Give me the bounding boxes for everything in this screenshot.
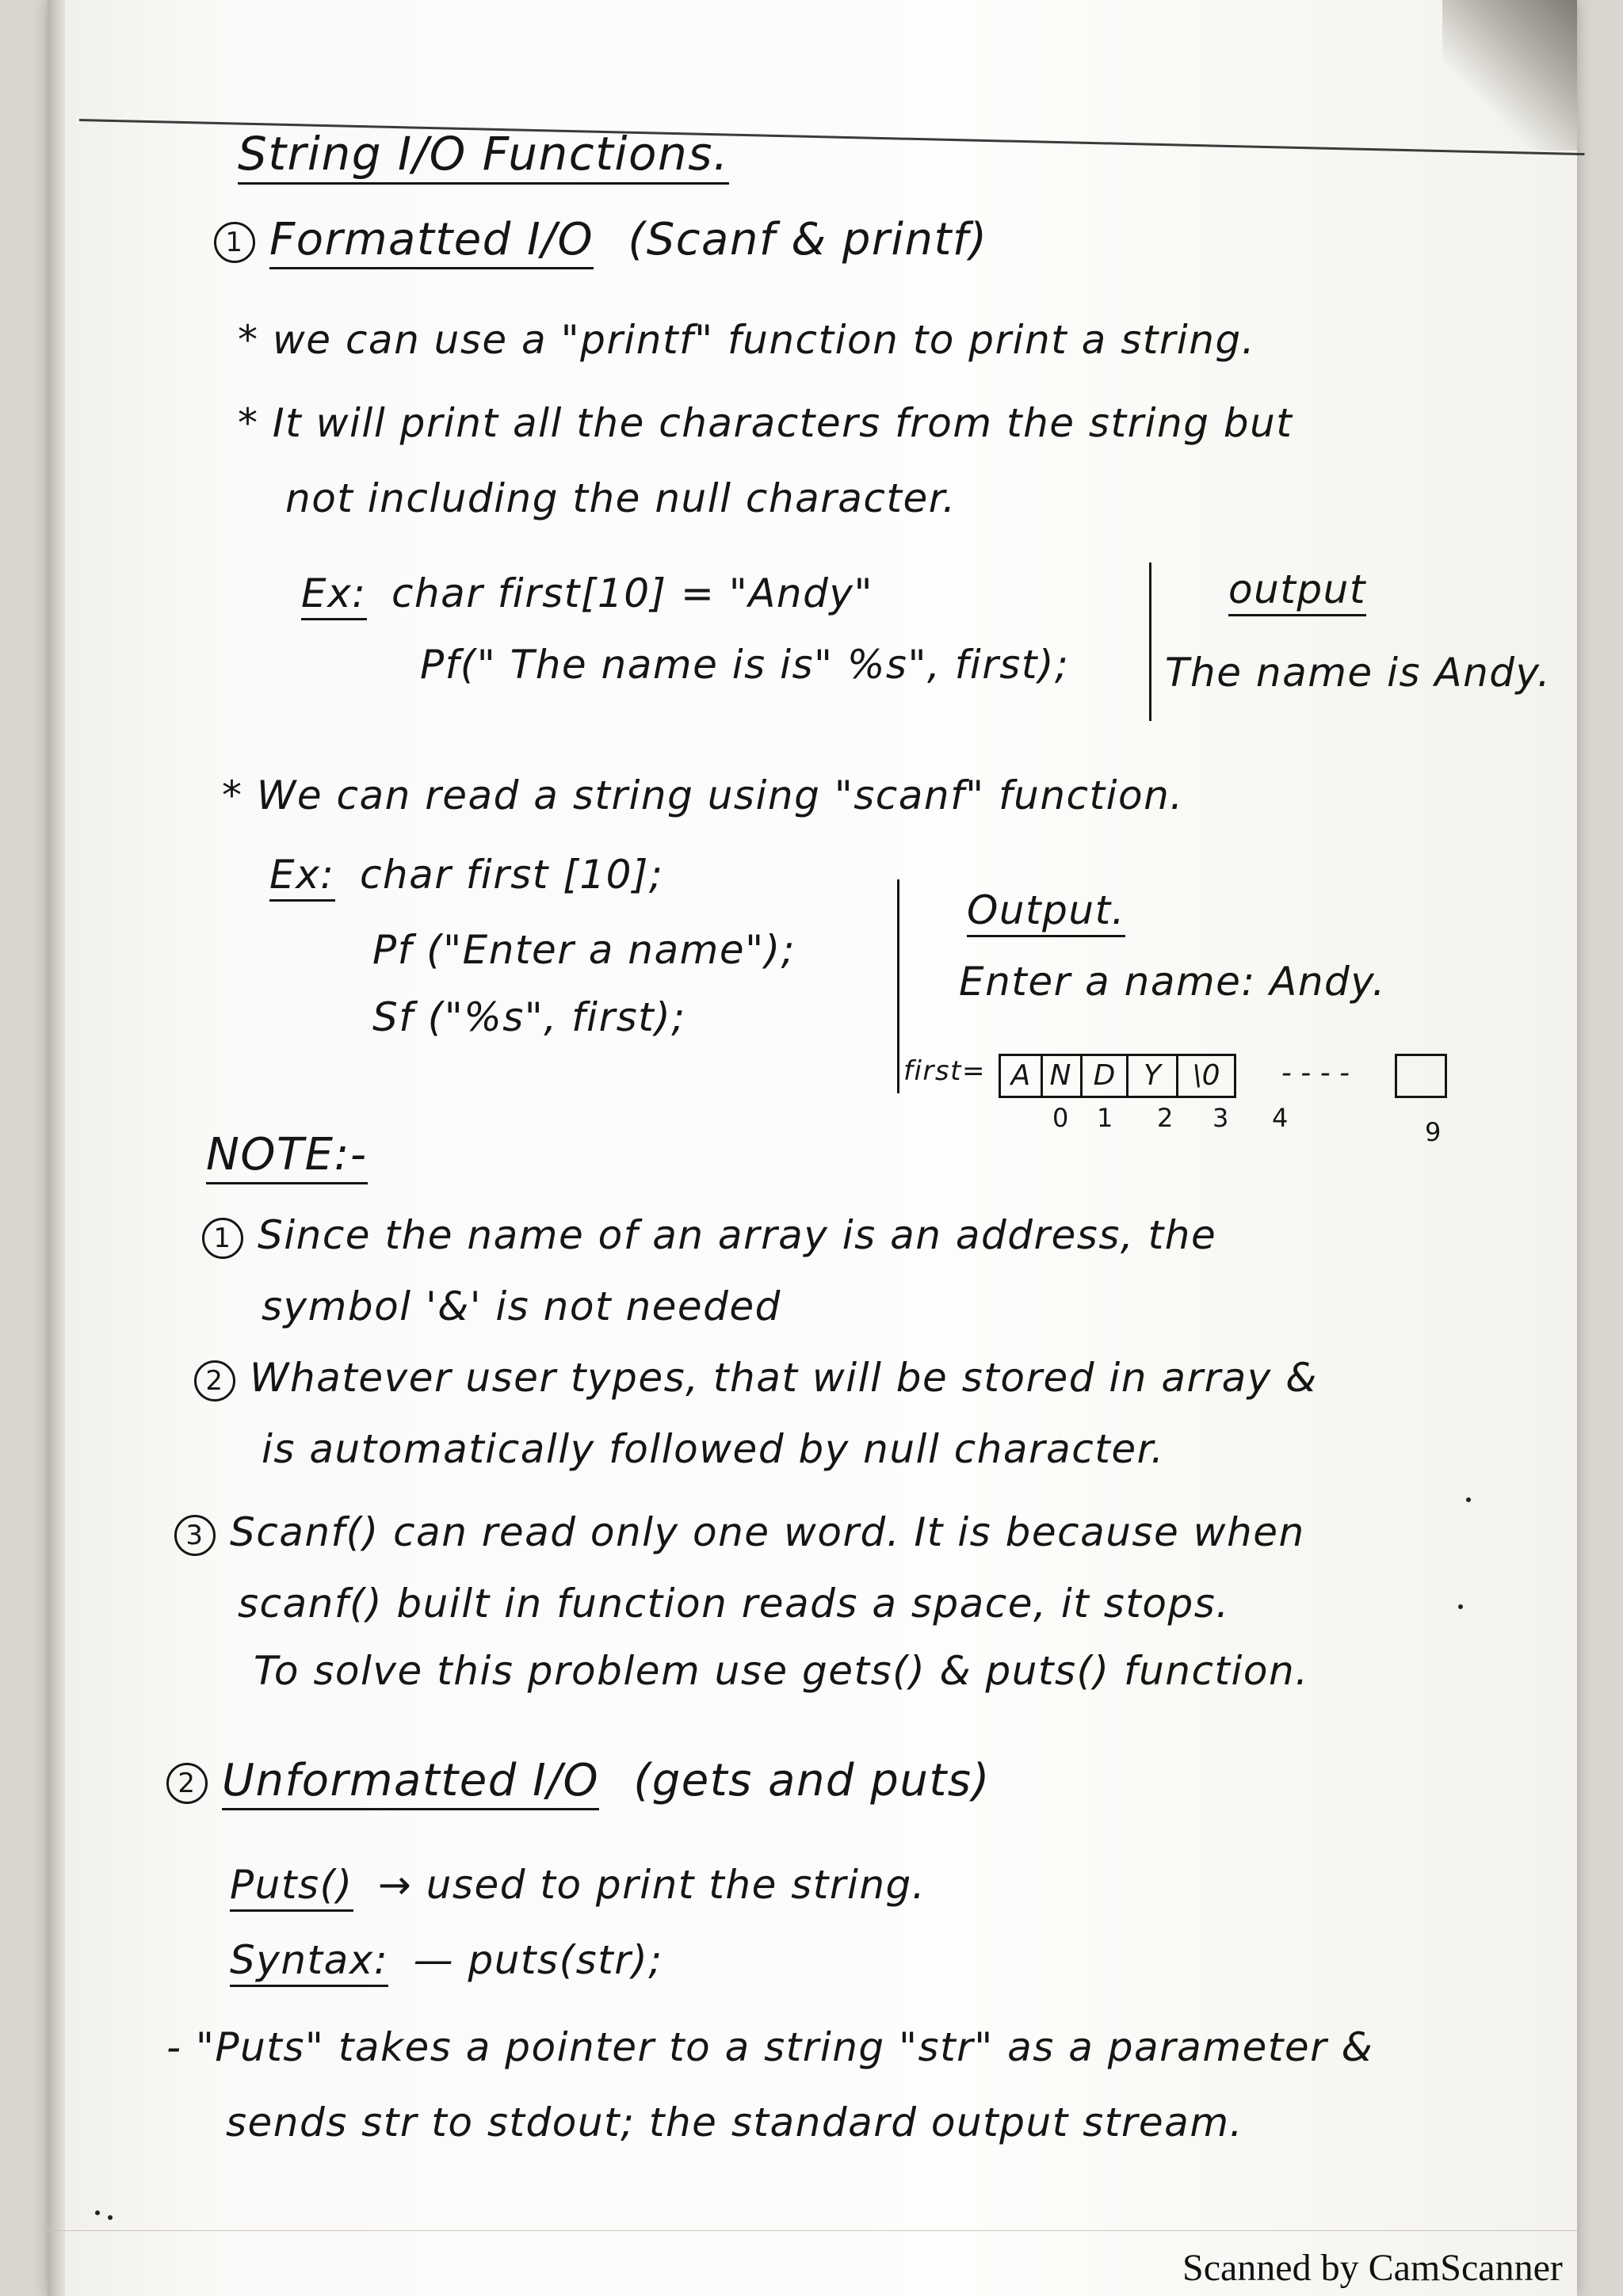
example1-line1: char first[10] = "Andy" (391, 570, 873, 616)
bottom-rule (48, 2230, 1577, 2231)
bullet-printf-1: * we can use a "printf" function to print a string. (238, 317, 1256, 363)
array-label: first= (903, 1055, 986, 1087)
array-index: 9 (1425, 1117, 1442, 1147)
example2-output-text: Enter a name: Andy. (959, 959, 1386, 1005)
note-item-3-line2: scanf() built in function reads a space, it stops. (238, 1581, 1230, 1627)
note-item-2-line2: is automatically followed by null character. (262, 1426, 1165, 1472)
section1-heading-paren: (Scanf & printf) (628, 214, 988, 265)
array-cell: A (999, 1054, 1043, 1098)
array-ellipsis: - - - - (1236, 1054, 1397, 1093)
note-item-1 (202, 1212, 1216, 1259)
note-number-3: 3 (174, 1515, 216, 1556)
example2-output-heading: Output. (967, 887, 1125, 937)
section2-number: 2 (166, 1763, 208, 1804)
array-index: 3 (1212, 1103, 1229, 1133)
example2-line3: Sf ("%s", first); (372, 994, 686, 1040)
example1-line2: Pf(" The name is is" %s", first); (420, 642, 1070, 688)
ink-dot (95, 2210, 100, 2215)
note-item-2 (194, 1355, 1318, 1402)
array-cell (1395, 1054, 1447, 1098)
array-index: 2 (1157, 1103, 1174, 1133)
array-index: 4 (1272, 1103, 1289, 1133)
section1-heading (214, 214, 987, 265)
bullet-scanf: * We can read a string using "scanf" function. (222, 772, 1184, 818)
section2-heading (166, 1755, 991, 1806)
puts-desc-line1: - "Puts" takes a pointer to a string "str" as a parameter & (166, 2024, 1374, 2070)
puts-label: Puts() (230, 1862, 353, 1912)
ink-dot (108, 2215, 113, 2220)
array-cell: \0 (1178, 1054, 1236, 1098)
puts-syntax-label: Syntax: (230, 1937, 388, 1987)
puts-syntax-line (230, 1937, 663, 1983)
section2-heading-main: Unformatted I/O (222, 1755, 599, 1810)
scanner-watermark: Scanned by CamScanner (1182, 2247, 1563, 2289)
example1 (301, 570, 873, 616)
bullet-printf-3: not including the null character. (285, 475, 957, 521)
example1-output-heading: output (1228, 566, 1366, 616)
bullet-printf-2: * It will print all the characters from the string but (238, 400, 1293, 446)
output-divider-1 (1149, 563, 1151, 721)
puts-syntax: — puts(str); (413, 1937, 663, 1983)
section1-heading-main: Formatted I/O (269, 214, 594, 269)
note-number-1: 1 (202, 1218, 243, 1259)
array-index: 0 (1052, 1103, 1069, 1133)
puts-desc-line2: sends str to stdout; the standard output stream. (226, 2100, 1243, 2145)
section1-number: 1 (214, 222, 255, 263)
page-edge (48, 0, 65, 2296)
note-number-2: 2 (194, 1360, 235, 1402)
note-item-3 (174, 1509, 1305, 1556)
page-corner-shadow (1442, 0, 1577, 151)
puts-desc: → used to print the string. (377, 1862, 926, 1908)
note-item-3-line3: To solve this problem use gets() & puts() function. (254, 1648, 1309, 1694)
note-heading: NOTE:- (206, 1129, 368, 1184)
note-item-2-line1: Whatever user types, that will be stored in array & (250, 1355, 1318, 1401)
note-item-1-line2: symbol '&' is not needed (262, 1283, 781, 1329)
array-index: 1 (1097, 1103, 1113, 1133)
example2-label: Ex: (269, 852, 335, 902)
example2-line2: Pf ("Enter a name"); (372, 927, 796, 973)
section2-heading-paren: (gets and puts) (633, 1755, 991, 1806)
example1-label: Ex: (301, 570, 367, 620)
example2 (269, 852, 663, 898)
ink-dot (1466, 1497, 1471, 1502)
page-title: String I/O Functions. (238, 127, 729, 185)
note-item-3-line1: Scanf() can read only one word. It is because when (230, 1509, 1305, 1555)
array-cell: N (1041, 1054, 1083, 1098)
array-cell: Y (1128, 1054, 1178, 1098)
note-item-1-line1: Since the name of an array is an address, the (258, 1212, 1217, 1258)
array-cell: D (1083, 1054, 1128, 1098)
ink-dot (1458, 1604, 1463, 1609)
example2-line1: char first [10]; (359, 852, 664, 898)
output-divider-2 (897, 879, 899, 1093)
puts-line (230, 1862, 926, 1908)
notebook-page (48, 0, 1577, 2296)
example1-output-text: The name is Andy. (1165, 650, 1552, 696)
